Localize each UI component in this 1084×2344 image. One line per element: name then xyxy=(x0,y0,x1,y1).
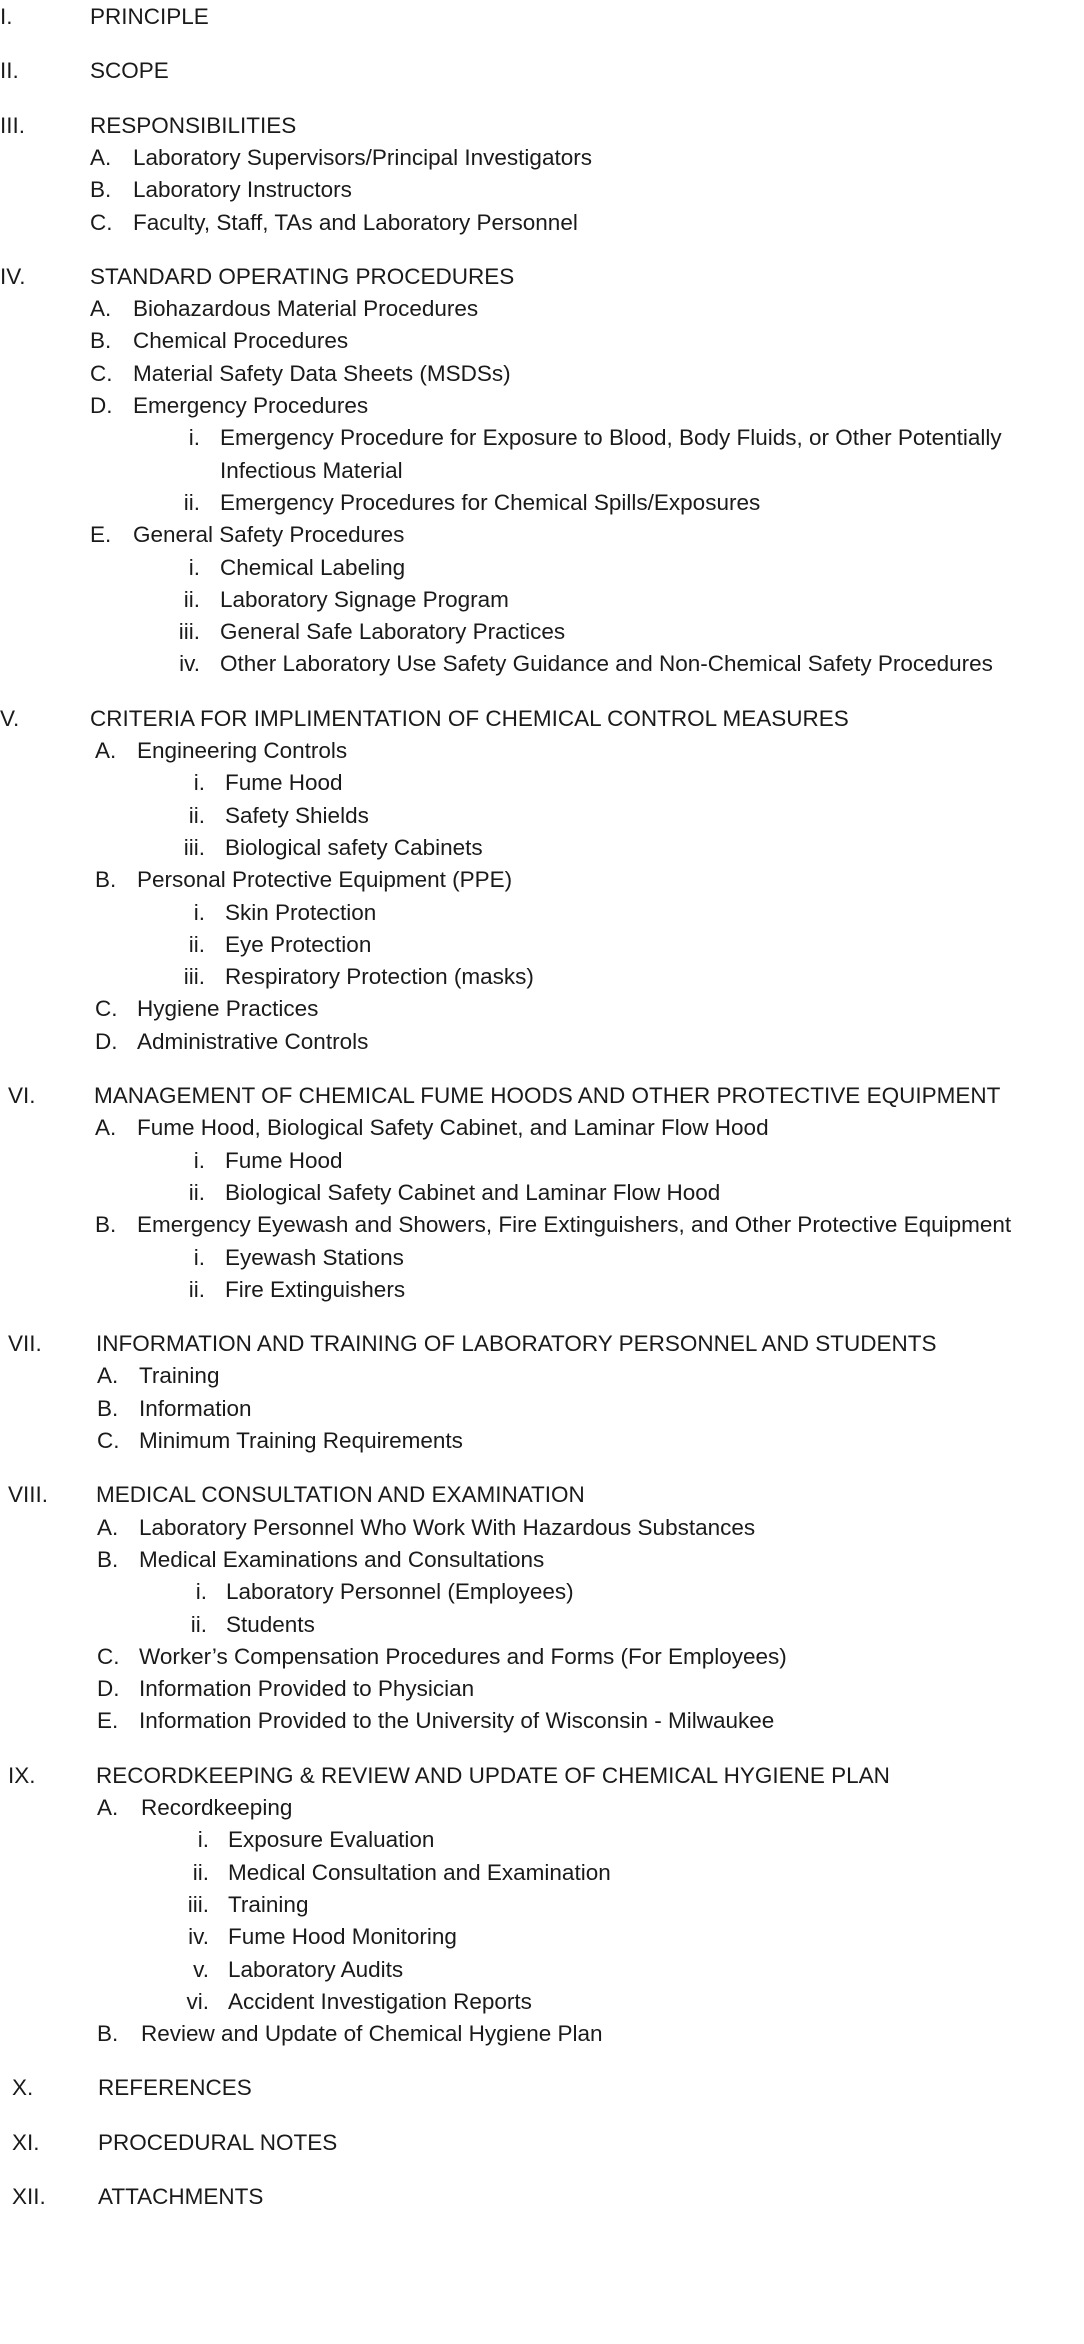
section-number: V. xyxy=(0,705,20,731)
item-text: Biohazardous Material Procedures xyxy=(133,296,479,322)
subitem-text-continuation: Infectious Material xyxy=(220,457,403,483)
subitem-numeral: i. xyxy=(193,1244,205,1270)
subitem-numeral: ii. xyxy=(183,489,200,515)
item-text: Recordkeeping xyxy=(141,1795,293,1820)
item-text: Hygiene Practices xyxy=(137,996,319,1022)
item-letter: C. xyxy=(97,1428,120,1453)
item-letter: A. xyxy=(95,738,117,763)
subitem-text: Biological Safety Cabinet and Laminar Flow Hood xyxy=(225,1179,721,1205)
subitem-numeral: ii. xyxy=(183,586,200,612)
item-text: General Safety Procedures xyxy=(133,522,405,548)
section-title: CRITERIA FOR IMPLIMENTATION OF CHEMICAL CONTROL MEASURES xyxy=(90,705,849,731)
item-letter: C. xyxy=(95,996,118,1022)
section-number: XI. xyxy=(12,2129,40,2155)
item-letter: D. xyxy=(97,1676,120,1702)
item-text: Worker’s Compensation Procedures and Forms (For Employees) xyxy=(139,1643,787,1669)
subitem-text: Chemical Labeling xyxy=(220,554,406,580)
subitem-text: Accident Investigation Reports xyxy=(228,1988,532,2014)
section-number: I. xyxy=(0,4,13,29)
section-title: INFORMATION AND TRAINING OF LABORATORY PERSONNEL AND STUDENTS xyxy=(96,1331,937,1357)
item-letter: A. xyxy=(90,144,112,170)
subitem-text: Fume Hood xyxy=(225,1147,343,1173)
item-letter: B. xyxy=(90,328,112,354)
item-letter: B. xyxy=(97,1395,119,1421)
subitem-text: Laboratory Personnel (Employees) xyxy=(226,1579,574,1605)
section-title: PRINCIPLE xyxy=(90,4,209,29)
item-text: Medical Examinations and Consultations xyxy=(139,1546,545,1572)
section-title: ATTACHMENTS xyxy=(98,2184,264,2209)
subitem-text: Emergency Procedure for Exposure to Blood, Body Fluids, or Other Potentially xyxy=(220,425,1002,451)
section-title: REFERENCES xyxy=(98,2075,252,2101)
subitem-numeral: i. xyxy=(195,1579,207,1605)
subitem-text: Safety Shields xyxy=(225,802,369,828)
subitem-numeral: i. xyxy=(197,1827,209,1853)
subitem-numeral: ii. xyxy=(190,1611,207,1637)
subitem-text: Eye Protection xyxy=(225,931,372,957)
subitem-text: General Safe Laboratory Practices xyxy=(220,619,566,645)
section-number: II. xyxy=(0,58,19,84)
item-text: Administrative Controls xyxy=(137,1028,369,1054)
subitem-text: Exposure Evaluation xyxy=(228,1827,435,1853)
subitem-numeral: v. xyxy=(193,1956,209,1982)
subitem-text: Emergency Procedures for Chemical Spills/Exposures xyxy=(220,489,761,515)
subitem-numeral: iv. xyxy=(188,1924,209,1950)
item-letter: E. xyxy=(90,522,112,548)
item-letter: C. xyxy=(90,360,113,386)
item-letter: B. xyxy=(97,2021,119,2047)
item-letter: D. xyxy=(90,393,113,418)
section-number: XII. xyxy=(12,2184,46,2209)
subitem-numeral: i. xyxy=(193,770,205,796)
subitem-text: Fume Hood xyxy=(225,770,343,796)
subitem-text: Fume Hood Monitoring xyxy=(228,1924,457,1950)
subitem-numeral: ii. xyxy=(188,802,205,828)
subitem-numeral: ii. xyxy=(188,931,205,957)
item-text: Personal Protective Equipment (PPE) xyxy=(137,867,513,893)
item-text: Material Safety Data Sheets (MSDSs) xyxy=(133,360,511,386)
section-title: MANAGEMENT OF CHEMICAL FUME HOODS AND OTHER PROTECTIVE EQUIPMENT xyxy=(94,1083,1001,1108)
subitem-text: Laboratory Signage Program xyxy=(220,586,509,612)
item-text: Laboratory Personnel Who Work With Hazardous Substances xyxy=(139,1514,756,1540)
item-text: Review and Update of Chemical Hygiene Plan xyxy=(141,2021,603,2047)
item-letter: A. xyxy=(97,1514,119,1540)
section-title: RECORDKEEPING & REVIEW AND UPDATE OF CHEMICAL HYGIENE PLAN xyxy=(96,1762,890,1788)
subitem-text: Eyewash Stations xyxy=(225,1244,404,1270)
subitem-numeral: ii. xyxy=(188,1276,205,1302)
item-text: Faculty, Staff, TAs and Laboratory Personnel xyxy=(133,209,578,235)
subitem-text: Medical Consultation and Examination xyxy=(228,1859,611,1885)
subitem-numeral: ii. xyxy=(188,1179,205,1205)
section-title: RESPONSIBILITIES xyxy=(90,112,297,138)
item-text: Emergency Procedures xyxy=(133,393,369,418)
item-text: Information xyxy=(139,1395,252,1421)
subitem-numeral: iii. xyxy=(178,619,200,645)
subitem-text: Laboratory Audits xyxy=(228,1956,404,1982)
subitem-text: Skin Protection xyxy=(225,899,377,925)
subitem-numeral: iii. xyxy=(183,964,205,990)
item-text: Information Provided to Physician xyxy=(139,1676,475,1702)
item-text: Laboratory Instructors xyxy=(133,177,352,203)
section-number: IV. xyxy=(0,263,26,289)
item-text: Chemical Procedures xyxy=(133,328,349,354)
subitem-text: Training xyxy=(228,1891,309,1917)
item-text: Fume Hood, Biological Safety Cabinet, and Laminar Flow Hood xyxy=(137,1115,769,1141)
section-number: X. xyxy=(12,2075,34,2101)
item-text: Emergency Eyewash and Showers, Fire Extinguishers, and Other Protective Equipment xyxy=(137,1212,1012,1238)
subitem-numeral: i. xyxy=(188,425,200,451)
item-letter: A. xyxy=(95,1115,117,1141)
section-number: VII. xyxy=(8,1331,42,1357)
subitem-text: Students xyxy=(226,1611,315,1637)
item-text: Engineering Controls xyxy=(137,738,348,763)
item-letter: C. xyxy=(90,209,113,235)
subitem-numeral: vi. xyxy=(186,1988,209,2014)
subitem-text: Fire Extinguishers xyxy=(225,1276,406,1302)
item-text: Minimum Training Requirements xyxy=(139,1428,463,1453)
item-letter: A. xyxy=(90,296,112,322)
item-letter: B. xyxy=(95,1212,117,1238)
item-letter: B. xyxy=(97,1546,119,1572)
subitem-numeral: ii. xyxy=(192,1859,209,1885)
subitem-numeral: iv. xyxy=(179,651,200,677)
subitem-numeral: i. xyxy=(193,1147,205,1173)
subitem-text: Other Laboratory Use Safety Guidance and Non-Chemical Safety Procedures xyxy=(220,651,993,677)
subitem-numeral: i. xyxy=(193,899,205,925)
section-title: PROCEDURAL NOTES xyxy=(98,2129,338,2155)
subitem-numeral: i. xyxy=(188,554,200,580)
section-number: VIII. xyxy=(8,1482,49,1508)
subitem-numeral: iii. xyxy=(187,1891,209,1917)
item-letter: A. xyxy=(97,1363,119,1389)
section-title: SCOPE xyxy=(90,58,169,84)
item-letter: B. xyxy=(90,177,112,203)
section-number: IX. xyxy=(8,1762,36,1788)
subitem-text: Respiratory Protection (masks) xyxy=(225,964,534,990)
item-letter: B. xyxy=(95,867,117,893)
subitem-numeral: iii. xyxy=(183,834,205,860)
item-letter: C. xyxy=(97,1643,120,1669)
item-text: Information Provided to the University of Wisconsin - Milwaukee xyxy=(139,1708,775,1734)
item-letter: D. xyxy=(95,1028,118,1054)
item-text: Training xyxy=(139,1363,220,1389)
item-letter: A. xyxy=(97,1795,119,1820)
section-title: MEDICAL CONSULTATION AND EXAMINATION xyxy=(96,1482,585,1508)
section-number: VI. xyxy=(8,1083,36,1108)
section-title: STANDARD OPERATING PROCEDURES xyxy=(90,263,515,289)
item-text: Laboratory Supervisors/Principal Investigators xyxy=(133,144,592,170)
section-number: III. xyxy=(0,112,26,138)
subitem-text: Biological safety Cabinets xyxy=(225,834,483,860)
item-letter: E. xyxy=(97,1708,119,1734)
